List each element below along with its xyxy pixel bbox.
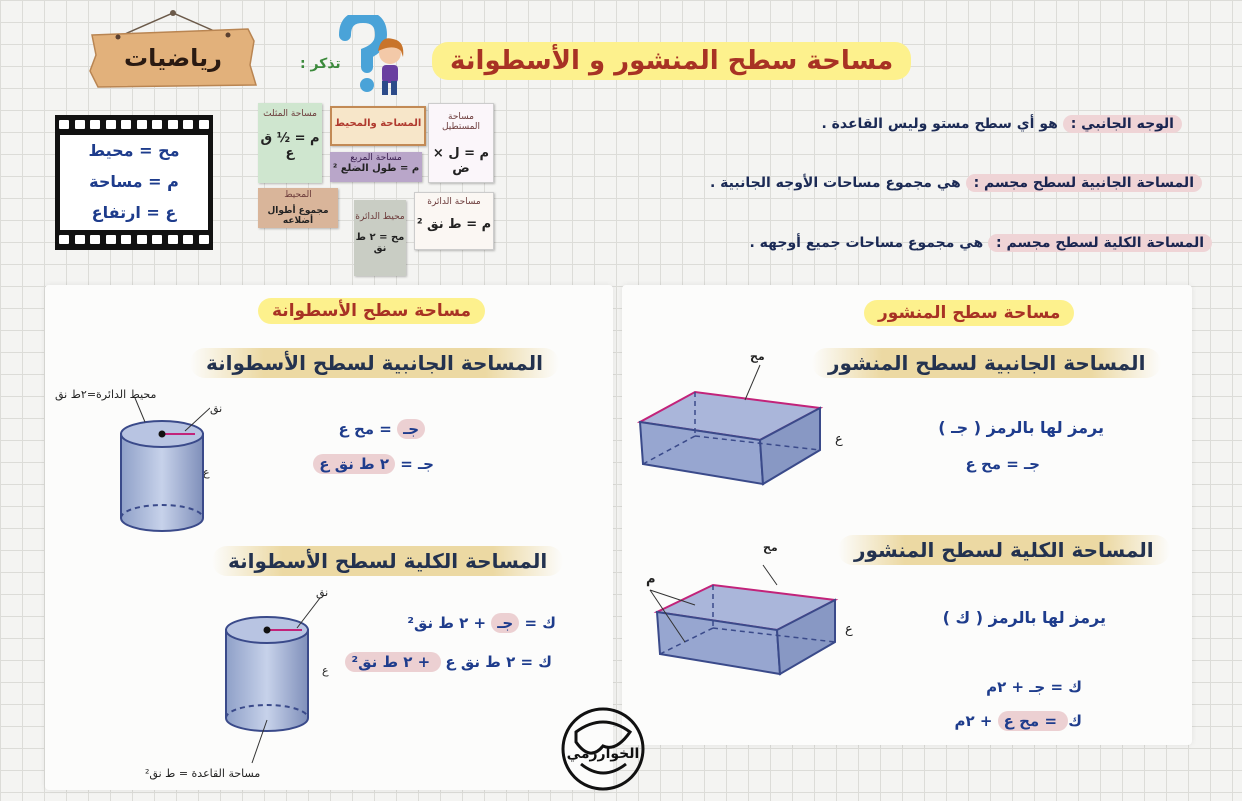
card-title: مساحة المثلث bbox=[263, 109, 317, 119]
base-label: م bbox=[646, 572, 656, 587]
prism-diagram-total bbox=[645, 550, 845, 680]
perimeter-label: مح bbox=[750, 350, 765, 363]
formula-text: + ٢ ط نق² bbox=[407, 614, 492, 632]
radius-label: نق bbox=[210, 402, 223, 415]
definition-term: الوجه الجانبي : bbox=[1063, 115, 1182, 133]
definition-total-area bbox=[749, 235, 1212, 251]
circle-perimeter-card bbox=[354, 200, 406, 276]
circumference-label: محيط الدائرة=٢ط نق bbox=[55, 388, 157, 401]
formula-text: جـ = bbox=[395, 455, 434, 473]
prism-total-title: المساحة الكلية لسطح المنشور bbox=[838, 535, 1170, 565]
formula-text: ك = bbox=[519, 614, 556, 632]
height-label: ع bbox=[845, 622, 853, 637]
cylinder-diagram-total bbox=[222, 598, 332, 768]
card-formula: م = ط نق ² bbox=[416, 217, 492, 232]
card-formula: م = ½ ق ع bbox=[260, 131, 320, 161]
card-formula: م = طول الضلع ² bbox=[332, 163, 420, 174]
circle-area-card bbox=[414, 192, 494, 250]
triangle-area-card bbox=[258, 103, 322, 183]
cylinder-total-formula-1 bbox=[407, 614, 556, 632]
formula-highlight: جـ bbox=[397, 419, 425, 439]
subject-label: رياضيات bbox=[124, 44, 222, 72]
card-formula: م = ل × ض bbox=[432, 146, 490, 176]
prism-total-formula-2 bbox=[954, 712, 1082, 730]
card-formula: مجموع أطوال أضلاعه bbox=[267, 206, 329, 226]
rectangle-area-card bbox=[428, 103, 494, 183]
radius-label: نق bbox=[316, 586, 329, 599]
prism-section-title: مساحة سطح المنشور bbox=[864, 300, 1074, 326]
card-title: مساحة المستطيل bbox=[441, 112, 481, 132]
cylinder-section-title: مساحة سطح الأسطوانة bbox=[258, 298, 485, 324]
height-label: ع bbox=[203, 466, 210, 479]
formula-highlight: ٢ ط نق ع bbox=[313, 454, 395, 474]
height-label: ع bbox=[835, 432, 843, 447]
prism-symbol-lateral: يرمز لها بالرمز ( جـ ) bbox=[938, 418, 1104, 437]
definition-lateral-area bbox=[710, 175, 1202, 191]
perimeter-label: مح bbox=[763, 541, 778, 554]
prism-symbol-total: يرمز لها بالرمز ( ك ) bbox=[942, 608, 1106, 627]
card-title: مساحة الدائرة bbox=[427, 197, 481, 207]
formula-text: ك bbox=[1068, 678, 1082, 696]
prism-lateral-formula: جـ = مح ع bbox=[965, 455, 1040, 473]
legend-item: م = مساحة bbox=[89, 172, 179, 191]
watermark-logo bbox=[556, 702, 651, 797]
formula-highlight: جـ bbox=[491, 613, 519, 633]
definition-lateral-face bbox=[821, 116, 1182, 132]
svg-text:الخوارزمي: الخوارزمي bbox=[566, 746, 640, 762]
card-title: المحيط bbox=[284, 190, 312, 200]
legend-filmstrip bbox=[55, 115, 213, 250]
formula-highlight: = مح ع bbox=[998, 711, 1069, 731]
thinking-girl-icon bbox=[335, 15, 415, 100]
prism-diagram-lateral bbox=[635, 360, 835, 490]
cylinder-lateral-title: المساحة الجانبية لسطح الأسطوانة bbox=[190, 348, 559, 378]
definition-text: هي مجموع مساحات الأوجه الجانبية . bbox=[709, 175, 966, 191]
cylinder-total-formula-2 bbox=[345, 653, 552, 671]
card-formula: مح = ٢ ط نق bbox=[355, 232, 405, 254]
cylinder-lateral-formula-1 bbox=[338, 420, 425, 438]
height-label: ع bbox=[322, 664, 329, 677]
cylinder-lateral-formula-2 bbox=[313, 455, 434, 473]
perimeter-card bbox=[258, 188, 338, 228]
formula-text: ك bbox=[1068, 712, 1082, 730]
formula-text: = مح ع bbox=[338, 420, 398, 438]
formula-highlight: + ٢ ط نق² bbox=[345, 652, 441, 672]
card-title: المساحة والمحيط bbox=[334, 118, 422, 129]
prism-lateral-title: المساحة الجانبية لسطح المنشور bbox=[812, 348, 1161, 378]
area-perimeter-card bbox=[330, 106, 426, 146]
formula-text: = جـ + ٢م bbox=[986, 678, 1069, 696]
prism-total-formula-1 bbox=[986, 678, 1082, 696]
cylinder-diagram-lateral bbox=[115, 398, 210, 543]
legend-item: مح = محيط bbox=[88, 141, 180, 160]
base-area-label: مساحة القاعدة = ط نق² bbox=[145, 767, 261, 780]
square-area-card bbox=[330, 152, 422, 182]
card-title: محيط الدائرة bbox=[355, 212, 405, 222]
formula-text: + ٢م bbox=[954, 712, 998, 730]
legend-item: ع = ارتفاع bbox=[91, 203, 177, 222]
formula-text: ك = ٢ ط نق ع bbox=[445, 653, 552, 671]
card-title: مساحة المربع bbox=[350, 153, 402, 163]
cylinder-total-title: المساحة الكلية لسطح الأسطوانة bbox=[212, 546, 563, 576]
page-title: مساحة سطح المنشور و الأسطوانة bbox=[432, 42, 911, 80]
remember-label: تذكر : bbox=[300, 56, 341, 72]
definition-term: المساحة الجانبية لسطح مجسم : bbox=[966, 174, 1202, 192]
definition-text: هي مجموع مساحات جميع أوجهه . bbox=[749, 235, 989, 251]
definition-term: المساحة الكلية لسطح مجسم : bbox=[988, 234, 1212, 252]
definition-text: هو أي سطح مستو وليس القاعدة . bbox=[821, 116, 1063, 132]
